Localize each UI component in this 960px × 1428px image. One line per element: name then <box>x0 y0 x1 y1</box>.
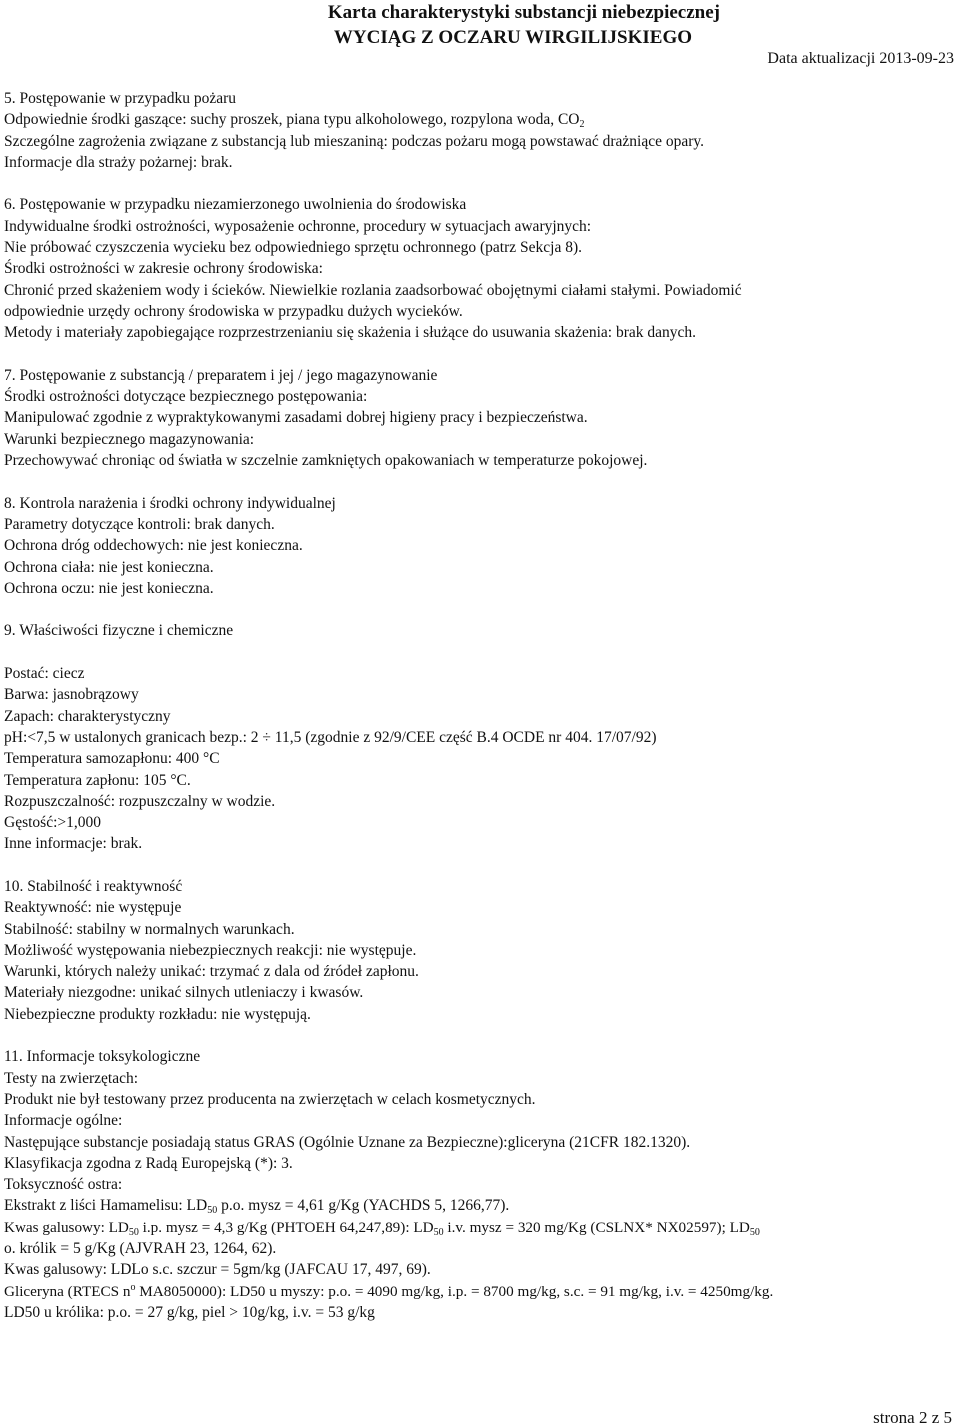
page-number: strona 2 z 5 <box>873 1408 952 1427</box>
section-8-line: Parametry dotyczące kontroli: brak danych. <box>4 515 275 533</box>
section-11-line: Kwas galusowy: $LD_{50}$ i.p. mysz = 4,3 g/Kg (PHTOEH 64,247,89): $LD_{50}$ i.v. mysz = 320 mg/Kg (CSLNX* NX02597); $LD_{50}$ <box>4 1218 760 1238</box>
section-8-line: Ochrona dróg oddechowych: nie jest konieczna. <box>4 537 303 555</box>
section-10-line: Stabilność: stabilny w normalnych warunkach. <box>4 920 295 938</box>
section-9-line: Inne informacje: brak. <box>4 835 143 853</box>
section-7-heading: 7. Postępowanie z substancją / preparatem i jej / jego magazynowanie <box>4 366 438 384</box>
section-7-line: Manipulować zgodnie z wypraktykowanymi zasadami dobrej higieny pracy i bezpieczeństwa. <box>4 409 588 427</box>
document-body <box>4 88 954 1323</box>
section-9-line: Zapach: charakterystyczny <box>4 707 171 725</box>
section-6-line: Nie próbować czyszczenia wycieku bez odpowiedniego sprzętu ochronnego (patrz Sekcja 8). <box>4 239 582 257</box>
section-9-line: Gęstość:>1,000 <box>4 814 101 832</box>
section-10-line: Reaktywność: nie występuje <box>4 899 182 917</box>
section-9-line: pH:<7,5 w ustalonych granicach bezp.: 2 ÷ 11,5 (zgodnie z 92/9/CEE część B.4 OCDE nr 404. 17/07/92) <box>4 728 657 746</box>
section-7-line: Warunki bezpiecznego magazynowania: <box>4 430 255 448</box>
section-11-line: Gliceryna (RTECS $n^o$ MA8050000): LD50 u myszy: p.o. = 4090 mg/kg, i.p. = 8700 mg/kg, s.c. = 91 mg/kg, i.v. = 4250mg/kg. <box>4 1281 774 1300</box>
section-10-line: Warunki, których należy unikać: trzymać z dala od źródeł zapłonu. <box>4 963 419 981</box>
section-11-line: Następujące substancje posiadają status GRAS (Ogólnie Uznane za Bezpieczne):gliceryna (21CFR 182.1320). <box>4 1133 691 1151</box>
section-9-line: Rozpuszczalność: rozpuszczalny w wodzie. <box>4 792 276 810</box>
section-6-line: Chronić przed skażeniem wody i ścieków. Niewielkie rozlania zaadsorbować obojętnymi ciałami stałymi. Powiadomić <box>4 281 742 299</box>
section-6-line: Środki ostrożności w zakresie ochrony środowiska: <box>4 260 323 278</box>
section-8-heading: 8. Kontrola narażenia i środki ochrony indywidualnej <box>4 494 336 512</box>
section-11-line: o. królik = 5 g/Kg (AJVRAH 23, 1264, 62). <box>4 1240 277 1258</box>
section-11-line: Produkt nie był testowany przez producenta na zwierzętach w celach kosmetycznych. <box>4 1090 536 1108</box>
section-6-heading: 6. Postępowanie w przypadku niezamierzonego uwolnienia do środowiska <box>4 196 467 214</box>
section-6-line: odpowiednie urzędy ochrony środowiska w przypadku dużych wycieków. <box>4 302 463 320</box>
section-9-line: Temperatura zapłonu: 105 °C. <box>4 771 191 789</box>
section-7-line: Przechowywać chroniąc od światła w szczelnie zamkniętych opakowaniach w temperaturze pokojowej. <box>4 452 648 470</box>
section-10-heading: 10. Stabilność i reaktywność <box>4 877 183 895</box>
section-5-line: Informacje dla straży pożarnej: brak. <box>4 153 233 171</box>
section-11-line: LD50 u królika: p.o. = 27 g/kg, piel > 10g/kg, i.v. = 53 g/kg <box>4 1303 375 1321</box>
section-9-line: Temperatura samozapłonu: 400 °C <box>4 750 220 768</box>
section-11-heading: 11. Informacje toksykologiczne <box>4 1048 201 1066</box>
section-10-line: Materiały niezgodne: unikać silnych utleniaczy i kwasów. <box>4 984 364 1002</box>
section-11-line: Toksyczność ostra: <box>4 1176 123 1194</box>
section-7-line: Środki ostrożności dotyczące bezpiecznego postępowania: <box>4 388 368 406</box>
section-5-heading: 5. Postępowanie w przypadku pożaru <box>4 90 237 107</box>
section-8-line: Ochrona oczu: nie jest konieczna. <box>4 579 214 597</box>
section-10-line: Niebezpieczne produkty rozkładu: nie występują. <box>4 1005 311 1023</box>
section-9-line: Barwa: jasnobrązowy <box>4 686 139 704</box>
update-date: Data aktualizacji 2013-09-23 <box>767 50 954 67</box>
section-11-line: Testy na zwierzętach: <box>4 1069 139 1087</box>
section-8-line: Ochrona ciała: nie jest konieczna. <box>4 558 214 576</box>
section-11-line: Ekstrakt z liści Hamamelisu: $LD_{50}$ p.o. mysz = 4,61 g/Kg (YACHDS 5, 1266,77). <box>4 1197 510 1217</box>
section-11-line: Informacje ogólne: <box>4 1112 123 1130</box>
section-11-line: Kwas galusowy: LDLo s.c. szczur = 5gm/kg (JAFCAU 17, 497, 69). <box>4 1261 431 1279</box>
section-5-line: Odpowiednie środki gaszące: suchy proszek, piana typu alkoholowego, rozpylona woda, $CO_2$ <box>4 111 585 131</box>
document-title: Karta charakterystyki substancji niebezpiecznej <box>327 2 720 23</box>
section-11-line: Klasyfikacja zgodna z Radą Europejską (*): 3. <box>4 1154 293 1172</box>
section-6-line: Metody i materiały zapobiegające rozprzestrzenianiu się skażenia i służące do usuwania skażenia: brak danych. <box>4 324 697 342</box>
section-9-line: Postać: ciecz <box>4 665 85 683</box>
section-10-line: Możliwość występowania niebezpiecznych reakcji: nie występuje. <box>4 941 417 959</box>
product-name: WYCIĄG Z OCZARU WIRGILIJSKIEGO <box>333 27 692 48</box>
section-5-line: Szczególne zagrożenia związane z substancją lub mieszaniną: podczas pożaru mogą powstawać drażniące opary. <box>4 132 705 150</box>
section-9-heading: 9. Właściwości fizyczne i chemiczne <box>4 622 234 640</box>
section-6-line: Indywidualne środki ostrożności, wyposażenie ochronne, procedury w sytuacjach awaryjnych: <box>4 217 592 235</box>
